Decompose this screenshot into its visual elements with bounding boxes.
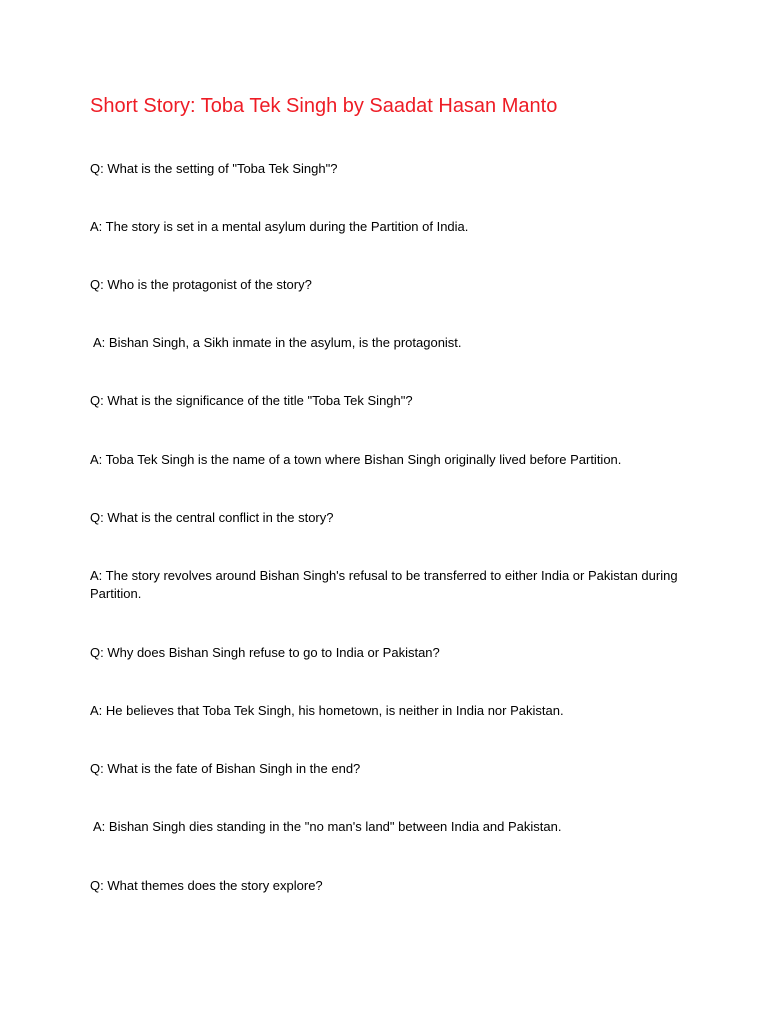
question-fate: Q: What is the fate of Bishan Singh in the end? bbox=[90, 761, 361, 776]
answer-setting: A: The story is set in a mental asylum during the Partition of India. bbox=[90, 219, 469, 234]
answer-fate: A: Bishan Singh dies standing in the "no man's land" between India and Pakistan. bbox=[93, 819, 562, 834]
question-central-conflict: Q: What is the central conflict in the story? bbox=[90, 510, 334, 525]
answer-central-conflict: A: The story revolves around Bishan Singh's refusal to be transferred to either India or Pakistan during Partition. bbox=[90, 568, 678, 601]
question-protagonist: Q: Who is the protagonist of the story? bbox=[90, 277, 312, 292]
question-themes: Q: What themes does the story explore? bbox=[90, 878, 323, 893]
question-title-significance: Q: What is the significance of the title "Toba Tek Singh"? bbox=[90, 393, 413, 408]
question-setting: Q: What is the setting of "Toba Tek Singh"? bbox=[90, 161, 338, 176]
question-refusal: Q: Why does Bishan Singh refuse to go to India or Pakistan? bbox=[90, 645, 440, 660]
answer-refusal: A: He believes that Toba Tek Singh, his hometown, is neither in India nor Pakistan. bbox=[90, 703, 564, 718]
document-title: Short Story: Toba Tek Singh by Saadat Hasan Manto bbox=[90, 95, 558, 117]
answer-protagonist: A: Bishan Singh, a Sikh inmate in the asylum, is the protagonist. bbox=[93, 335, 462, 350]
answer-title-significance: A: Toba Tek Singh is the name of a town where Bishan Singh originally lived before Partition. bbox=[90, 452, 622, 467]
